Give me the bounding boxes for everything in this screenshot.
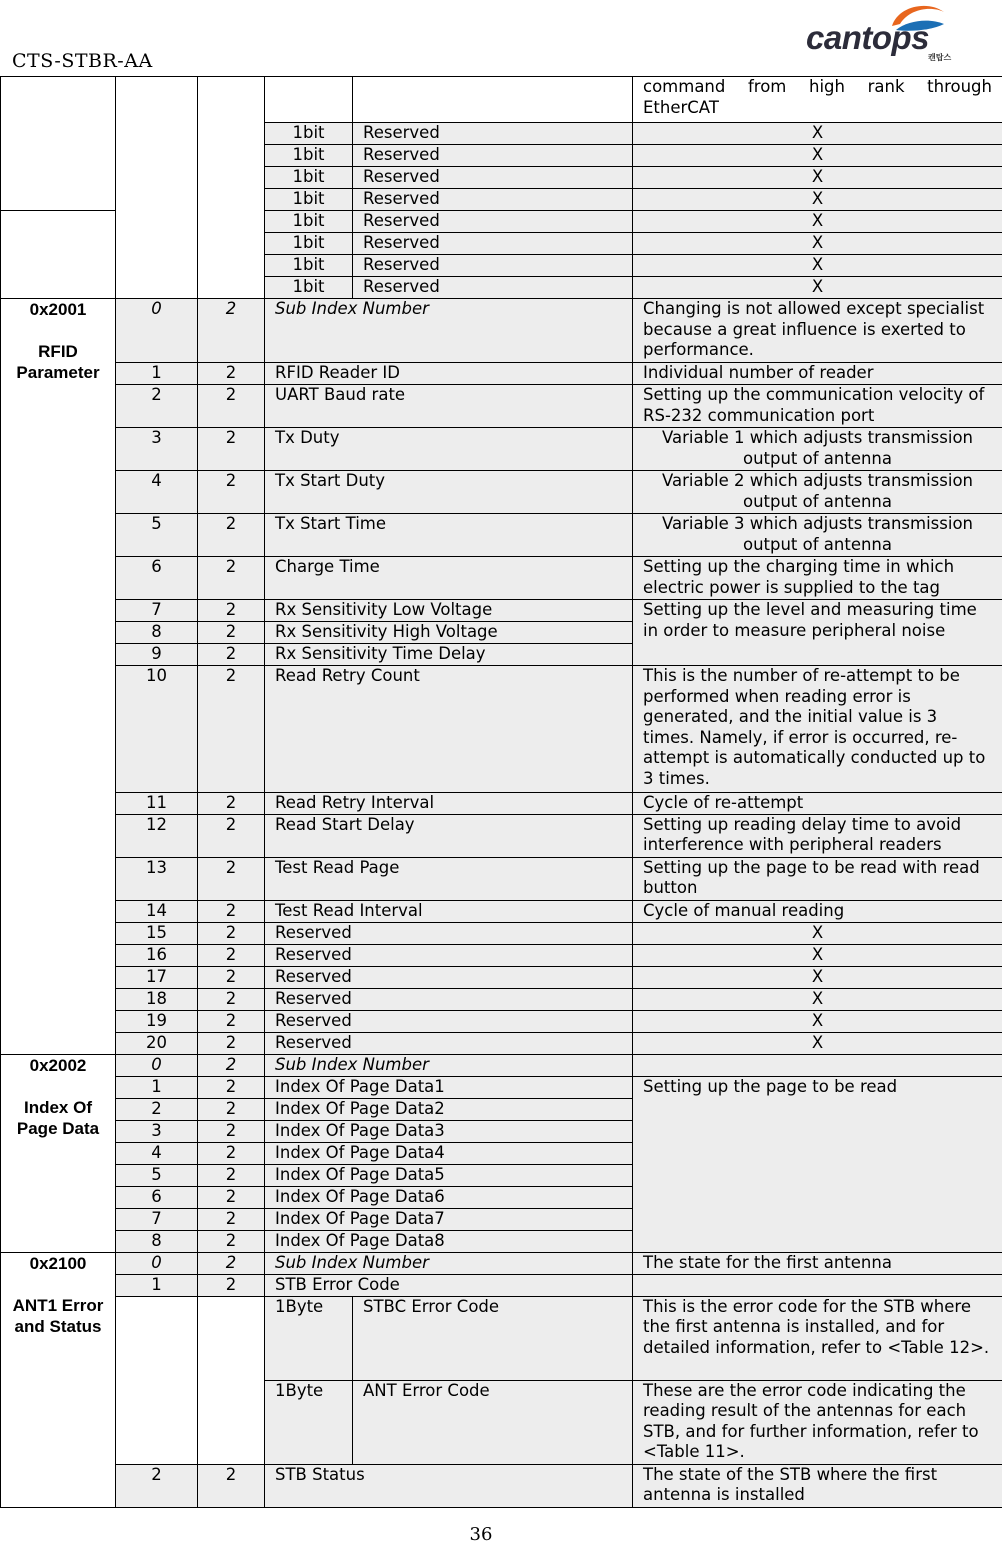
cell-desc: Setting up the charging time in which electric power is supplied to the tag — [633, 557, 1002, 600]
cell-desc — [633, 1054, 1002, 1076]
cell-desc: Setting up the page to be read with read button — [633, 857, 1002, 900]
cell-desc: Setting up the communication velocity of RS-232 communication port — [633, 385, 1002, 428]
cell-size: 2 — [198, 1098, 265, 1120]
table-row — [1, 557, 1002, 600]
cell-sub: 8 — [116, 1230, 198, 1252]
cell-name: Index Of Page Data2 — [265, 1098, 633, 1120]
cell-sub: 2 — [116, 1098, 198, 1120]
cell-desc — [633, 1274, 1002, 1296]
cell-size: 1bit — [265, 211, 353, 233]
table-row — [1, 944, 1002, 966]
cell-name: Sub Index Number — [265, 1252, 633, 1274]
table-row — [1, 1032, 1002, 1054]
document-id: CTS-STBR-AA — [12, 50, 153, 72]
cell-name: Reserved — [353, 167, 633, 189]
cell-name: Index Of Page Data6 — [265, 1186, 633, 1208]
cell-name: STBC Error Code — [353, 1296, 633, 1380]
cell-size: 2 — [198, 1054, 265, 1076]
table-row — [1, 666, 1002, 793]
cell-sub: 7 — [116, 1208, 198, 1230]
cell-sub: 4 — [116, 471, 198, 514]
cell-size: 1bit — [265, 277, 353, 299]
table-row — [1, 428, 1002, 471]
cell-sub: 8 — [116, 622, 198, 644]
cell-desc: command from high rank through EtherCAT — [633, 77, 1002, 123]
cell-sub: 9 — [116, 644, 198, 666]
cell-size: 1bit — [265, 123, 353, 145]
cell-size: 2 — [198, 793, 265, 815]
cell-name: RFID Reader ID — [265, 363, 633, 385]
cell-name: Reserved — [353, 145, 633, 167]
index-code: 0x2100 — [11, 1253, 105, 1274]
cell-sub: 14 — [116, 900, 198, 922]
cell-desc: X — [633, 167, 1002, 189]
cell-size: 2 — [198, 944, 265, 966]
table-row — [1, 1296, 1002, 1380]
cell-name: Index Of Page Data1 — [265, 1076, 633, 1098]
table-row — [1, 1010, 1002, 1032]
index-code: 0x2002 — [11, 1055, 105, 1076]
table-row — [1, 385, 1002, 428]
cell-size: 1bit — [265, 145, 353, 167]
cell-desc: Variable 3 which adjusts transmission output of antenna — [633, 514, 1002, 557]
cell-desc: The state for the first antenna — [633, 1252, 1002, 1274]
cell-sub: 6 — [116, 1186, 198, 1208]
cell-size: 2 — [198, 1142, 265, 1164]
cell-name: Tx Duty — [265, 428, 633, 471]
cell-sub: 6 — [116, 557, 198, 600]
cell-name: Reserved — [353, 277, 633, 299]
index-title: Index Of Page Data — [11, 1097, 105, 1139]
cell-desc: X — [633, 277, 1002, 299]
cell-size: 2 — [198, 1186, 265, 1208]
cell-size: 1Byte — [265, 1296, 353, 1380]
table-row — [1, 1252, 1002, 1274]
cell-desc: X — [633, 966, 1002, 988]
cell-desc: Setting up the level and measuring time in order to measure peripheral noise — [633, 600, 1002, 666]
cell-desc: The state of the STB where the first antenna is installed — [633, 1464, 1002, 1507]
cell-sub: 5 — [116, 1164, 198, 1186]
cell-size: 2 — [198, 1208, 265, 1230]
cell-size: 2 — [198, 622, 265, 644]
index-cell-0x2100 — [1, 1252, 116, 1507]
cell-desc: Variable 1 which adjusts transmission output of antenna — [633, 428, 1002, 471]
cell-name: UART Baud rate — [265, 385, 633, 428]
cell-desc: This is the error code for the STB where the first antenna is installed, and for detailed information, refer to <Table 12>. — [633, 1296, 1002, 1380]
cell-size: 2 — [198, 644, 265, 666]
cell-desc: X — [633, 145, 1002, 167]
cell-desc: X — [633, 1032, 1002, 1054]
cell-size: 2 — [198, 666, 265, 793]
cell-size: 2 — [198, 1230, 265, 1252]
cell-name: Rx Sensitivity Time Delay — [265, 644, 633, 666]
index-title: RFID Parameter — [11, 341, 105, 383]
cell-name: Read Retry Count — [265, 666, 633, 793]
cell-sub: 10 — [116, 666, 198, 793]
cell-name: Reserved — [353, 211, 633, 233]
cell-name: Read Start Delay — [265, 814, 633, 857]
cell-desc: Setting up the page to be read — [633, 1076, 1002, 1252]
cell-size: 1bit — [265, 255, 353, 277]
table-row — [1, 793, 1002, 815]
cell-desc: X — [633, 123, 1002, 145]
table-row — [1, 857, 1002, 900]
cell-sub: 0 — [116, 1054, 198, 1076]
table-row — [1, 1054, 1002, 1076]
cell-name: Reserved — [353, 189, 633, 211]
cell-name: Reserved — [265, 1010, 633, 1032]
cell-desc: Changing is not allowed except specialist because a great influence is exerted to performance. — [633, 299, 1002, 363]
cell-sub: 2 — [116, 1464, 198, 1507]
cell-name: Test Read Page — [265, 857, 633, 900]
cell-desc: Cycle of re-attempt — [633, 793, 1002, 815]
table-row — [1, 363, 1002, 385]
cell-name: Tx Start Duty — [265, 471, 633, 514]
cell-sub: 17 — [116, 966, 198, 988]
cell-desc: X — [633, 944, 1002, 966]
cell-size: 1bit — [265, 189, 353, 211]
cell-name: Index Of Page Data3 — [265, 1120, 633, 1142]
cell-sub: 4 — [116, 1142, 198, 1164]
cell-sub: 12 — [116, 814, 198, 857]
cell-sub: 2 — [116, 385, 198, 428]
cell-name: Reserved — [353, 233, 633, 255]
cell-desc: X — [633, 189, 1002, 211]
cell-name: Reserved — [353, 255, 633, 277]
cell-size: 2 — [198, 1032, 265, 1054]
logo-korean-text: 캔탑스 — [928, 52, 951, 63]
cell-size: 2 — [198, 1252, 265, 1274]
object-dictionary-table — [0, 76, 1002, 1508]
cell-name: ANT Error Code — [353, 1380, 633, 1464]
cell-size: 2 — [198, 1164, 265, 1186]
cell-sub: 19 — [116, 1010, 198, 1032]
cell-sub: 3 — [116, 428, 198, 471]
cell-name: Sub Index Number — [265, 1054, 633, 1076]
cell-name: Reserved — [265, 988, 633, 1010]
cell-name: Reserved — [265, 922, 633, 944]
cell-sub: 0 — [116, 1252, 198, 1274]
cell-name: Read Retry Interval — [265, 793, 633, 815]
cell-size: 2 — [198, 557, 265, 600]
cell-size: 2 — [198, 857, 265, 900]
table-row — [1, 471, 1002, 514]
cell-sub: 1 — [116, 363, 198, 385]
cell-desc: X — [633, 255, 1002, 277]
logo-wordmark: cantops — [806, 19, 929, 57]
page-number: 36 — [0, 1524, 962, 1545]
cell-sub: 3 — [116, 1120, 198, 1142]
cell-sub: 7 — [116, 600, 198, 622]
cell-size: 2 — [198, 900, 265, 922]
cell-sub: 18 — [116, 988, 198, 1010]
cell-name: Tx Start Time — [265, 514, 633, 557]
table-row — [1, 900, 1002, 922]
cell-size: 2 — [198, 385, 265, 428]
cell-name: Rx Sensitivity Low Voltage — [265, 600, 633, 622]
cell-name: STB Status — [265, 1464, 633, 1507]
cell-name: Reserved — [265, 966, 633, 988]
company-logo — [806, 0, 956, 64]
cell-desc: Setting up reading delay time to avoid interference with peripheral readers — [633, 814, 1002, 857]
cell-desc: X — [633, 988, 1002, 1010]
cell-desc: Cycle of manual reading — [633, 900, 1002, 922]
table-row — [1, 514, 1002, 557]
cell-desc: These are the error code indicating the reading result of the antennas for each STB, and for further information, refer to <Table 11>. — [633, 1380, 1002, 1464]
cell-desc: Individual number of reader — [633, 363, 1002, 385]
cell-desc: X — [633, 233, 1002, 255]
cell-size: 1bit — [265, 167, 353, 189]
table-row — [1, 922, 1002, 944]
table-row — [1, 966, 1002, 988]
cell-size: 2 — [198, 428, 265, 471]
cell-desc: Variable 2 which adjusts transmission output of antenna — [633, 471, 1002, 514]
table-row — [1, 1274, 1002, 1296]
cell-size: 2 — [198, 922, 265, 944]
cell-size: 2 — [198, 299, 265, 363]
cell-sub: 5 — [116, 514, 198, 557]
cell-name: Index Of Page Data7 — [265, 1208, 633, 1230]
cell-desc: X — [633, 1010, 1002, 1032]
cell-sub: 15 — [116, 922, 198, 944]
cell-size: 2 — [198, 1120, 265, 1142]
cell-name: Reserved — [265, 1032, 633, 1054]
cell-name: Test Read Interval — [265, 900, 633, 922]
table-row — [1, 1464, 1002, 1507]
cell-size: 1Byte — [265, 1380, 353, 1464]
table-row — [1, 600, 1002, 622]
table-row — [1, 814, 1002, 857]
cell-desc: X — [633, 211, 1002, 233]
cell-name: STB Error Code — [265, 1274, 633, 1296]
cell-size: 2 — [198, 471, 265, 514]
cell-size: 2 — [198, 514, 265, 557]
table-row — [1, 77, 1002, 123]
cell-name: Reserved — [353, 123, 633, 145]
index-code: 0x2001 — [11, 299, 105, 320]
cell-size: 2 — [198, 600, 265, 622]
cell-name: Index Of Page Data5 — [265, 1164, 633, 1186]
cell-size: 1bit — [265, 233, 353, 255]
cell-name: Index Of Page Data8 — [265, 1230, 633, 1252]
table-row — [1, 1076, 1002, 1098]
cell-sub: 1 — [116, 1076, 198, 1098]
cell-size: 2 — [198, 988, 265, 1010]
cell-desc: X — [633, 922, 1002, 944]
cell-name: Charge Time — [265, 557, 633, 600]
cell-sub: 11 — [116, 793, 198, 815]
cell-size: 2 — [198, 1464, 265, 1507]
cell-size: 2 — [198, 363, 265, 385]
cell-name: Rx Sensitivity High Voltage — [265, 622, 633, 644]
table-row — [1, 299, 1002, 363]
table-row — [1, 988, 1002, 1010]
index-cell-0x2002 — [1, 1054, 116, 1252]
cell-sub: 0 — [116, 299, 198, 363]
cell-name: Sub Index Number — [265, 299, 633, 363]
cell-sub: 20 — [116, 1032, 198, 1054]
cell-size: 2 — [198, 1076, 265, 1098]
index-cell-0x2001 — [1, 299, 116, 1055]
index-title: ANT1 Error and Status — [11, 1295, 105, 1337]
cell-size: 2 — [198, 1274, 265, 1296]
cell-sub: 1 — [116, 1274, 198, 1296]
cell-size: 2 — [198, 1010, 265, 1032]
cell-size: 2 — [198, 814, 265, 857]
cell-name: Reserved — [265, 944, 633, 966]
cell-sub: 16 — [116, 944, 198, 966]
cell-size: 2 — [198, 966, 265, 988]
cell-desc: This is the number of re-attempt to be performed when reading error is generated, and the initial value is 3 times. Namely, if error is occurred, re-attempt is automatically conducted up to 3 times. — [633, 666, 1002, 793]
cell-name: Index Of Page Data4 — [265, 1142, 633, 1164]
cell-sub: 13 — [116, 857, 198, 900]
